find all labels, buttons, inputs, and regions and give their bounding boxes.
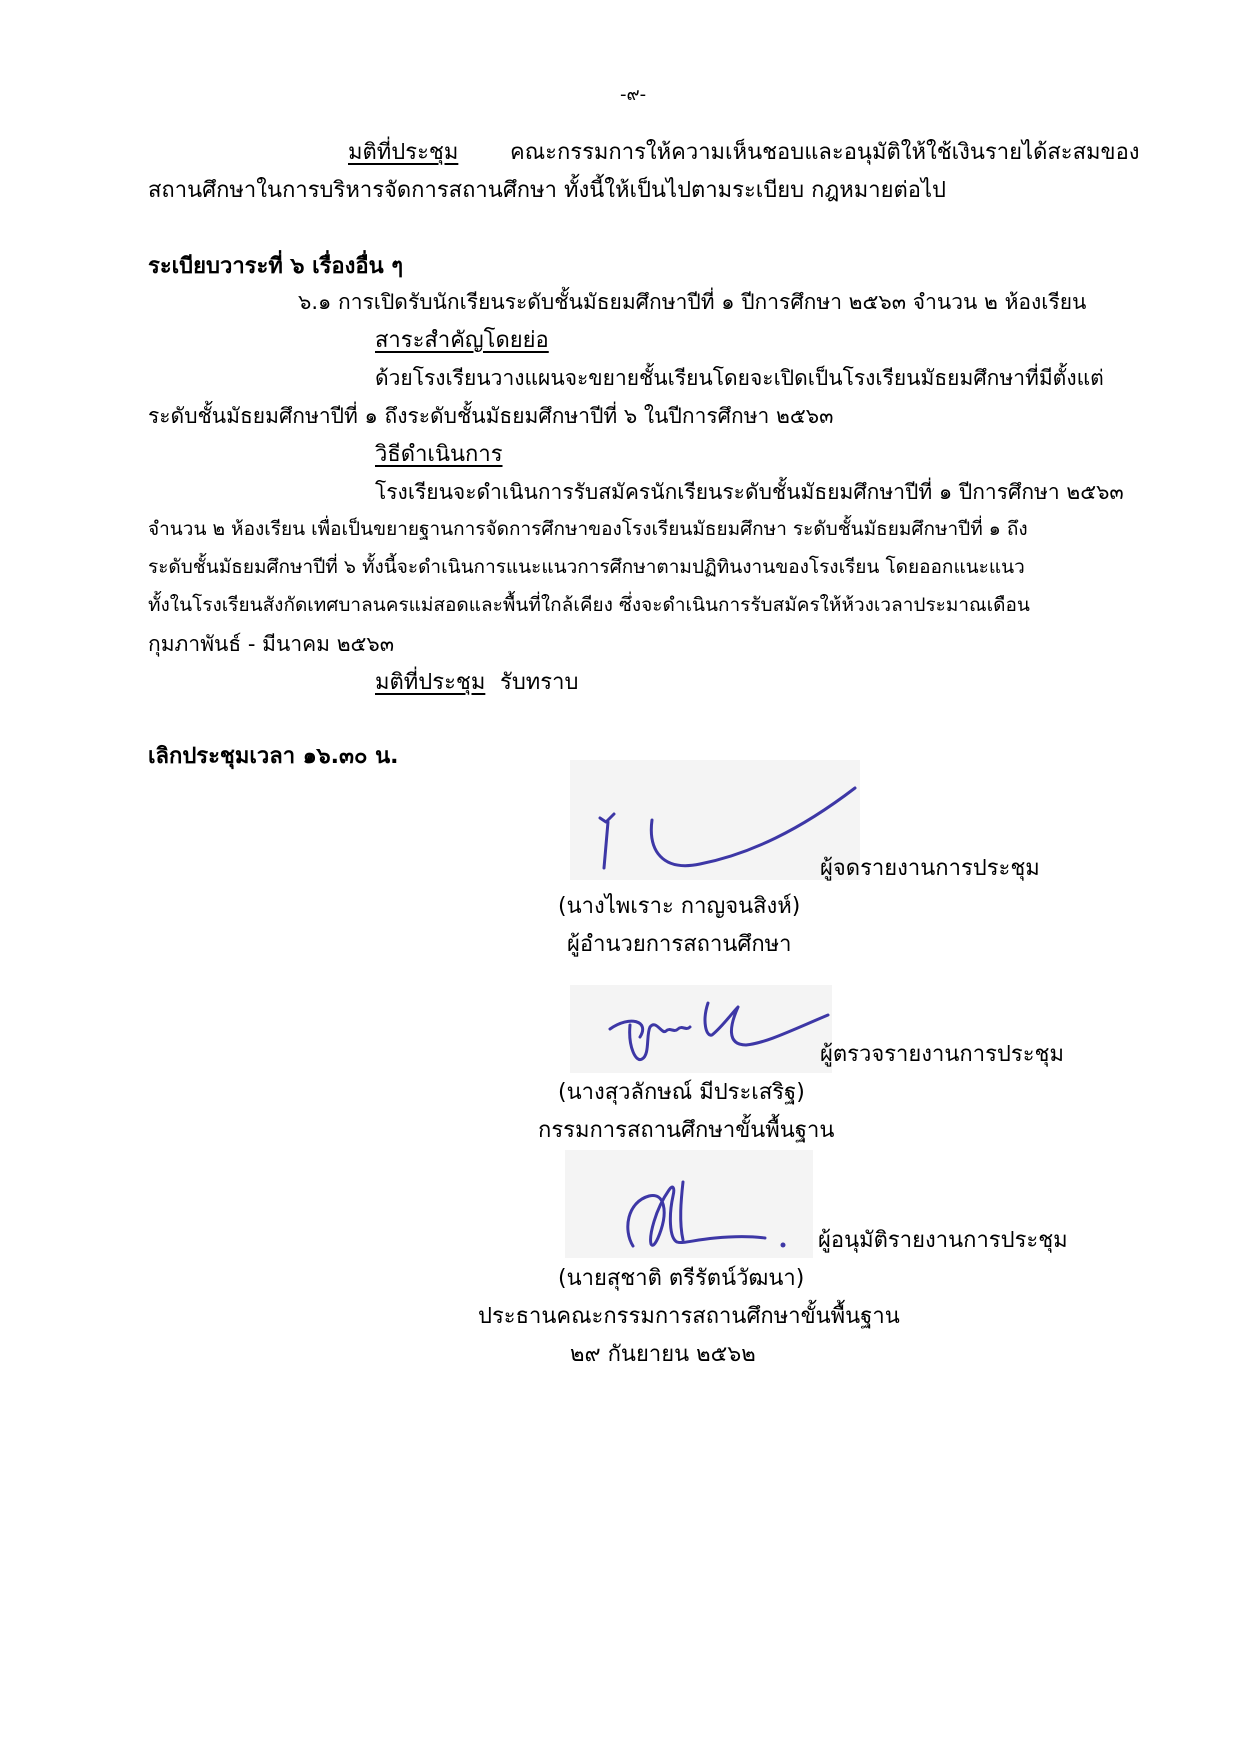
summary-line-1: ด้วยโรงเรียนวางแผนจะขยายชั้นเรียนโดยจะเปิดเป็นโรงเรียนมัธยมศึกษาที่มีตั้งแต่ — [375, 366, 1104, 390]
agenda-item-title: ๖.๑ การเปิดรับนักเรียนระดับชั้นมัธยมศึกษาปีที่ ๑ ปีการศึกษา ๒๕๖๓ จำนวน ๒ ห้องเรียน — [298, 290, 1087, 314]
method-label: วิธีดำเนินการ — [375, 442, 503, 467]
signature-2-image — [570, 985, 832, 1073]
agenda-resolution-label: มติที่ประชุม — [375, 670, 486, 695]
signature-2-position: กรรมการสถานศึกษาขั้นพื้นฐาน — [538, 1118, 835, 1143]
signature-3-date: ๒๙ กันยายน ๒๕๖๒ — [570, 1342, 756, 1367]
signature-3-image — [565, 1150, 813, 1258]
signature-1-image — [570, 760, 860, 880]
signature-1-role: ผู้จดรายงานการประชุม — [820, 856, 1040, 881]
agenda-resolution-text: รับทราบ — [500, 670, 579, 695]
signature-3-name: (นายสุชาติ ตรีรัตน์วัฒนา) — [558, 1266, 805, 1291]
summary-line-2: ระดับชั้นมัธยมศึกษาปีที่ ๑ ถึงระดับชั้นมัธยมศึกษาปีที่ ๖ ในปีการศึกษา ๒๕๖๓ — [148, 404, 834, 428]
method-line-1: โรงเรียนจะดำเนินการรับสมัครนักเรียนระดับชั้นมัธยมศึกษาปีที่ ๑ ปีการศึกษา ๒๕๖๓ — [375, 480, 1124, 504]
resolution-label: มติที่ประชุม — [348, 140, 459, 165]
method-line-3: ระดับชั้นมัธยมศึกษาปีที่ ๖ ทั้งนี้จะดำเนินการแนะแนวการศึกษาตามปฏิทินงานของโรงเรียน โดยออกแนะแนว — [148, 556, 1025, 578]
method-line-4: ทั้งในโรงเรียนสังกัดเทศบาลนครแม่สอดและพื้นที่ใกล้เคียง ซึ่งจะดำเนินการรับสมัครให้ห้วงเวลาประมาณเดือน — [148, 594, 1030, 616]
method-line-5: กุมภาพันธ์ - มีนาคม ๒๕๖๓ — [148, 632, 395, 656]
method-line-2: จำนวน ๒ ห้องเรียน เพื่อเป็นขยายฐานการจัดการศึกษาของโรงเรียนมัธยมศึกษา ระดับชั้นมัธยมศึกษาปีที่ ๑ ถึง — [148, 518, 1028, 540]
signature-2-name: (นางสุวลักษณ์ มีประเสริฐ) — [558, 1080, 805, 1105]
signature-3-position: ประธานคณะกรรมการสถานศึกษาขั้นพื้นฐาน — [478, 1304, 900, 1329]
meeting-closing-time: เลิกประชุมเวลา ๑๖.๓๐ น. — [148, 744, 399, 769]
page-number: -๙- — [620, 84, 647, 105]
signature-1-name: (นางไพเราะ กาญจนสิงห์) — [558, 894, 801, 919]
signature-1-position: ผู้อำนวยการสถานศึกษา — [567, 932, 792, 957]
resolution-text-line1: คณะกรรมการให้ความเห็นชอบและอนุมัติให้ใช้เงินรายได้สะสมของ — [510, 140, 1140, 165]
summary-label: สาระสำคัญโดยย่อ — [375, 328, 549, 353]
signature-3-role: ผู้อนุมัติรายงานการประชุม — [818, 1228, 1068, 1253]
agenda-heading: ระเบียบวาระที่ ๖ เรื่องอื่น ๆ — [148, 254, 404, 279]
signature-2-role: ผู้ตรวจรายงานการประชุม — [820, 1042, 1064, 1067]
resolution-text-line2: สถานศึกษาในการบริหารจัดการสถานศึกษา ทั้งนี้ให้เป็นไปตามระเบียบ กฎหมายต่อไป — [148, 178, 947, 203]
